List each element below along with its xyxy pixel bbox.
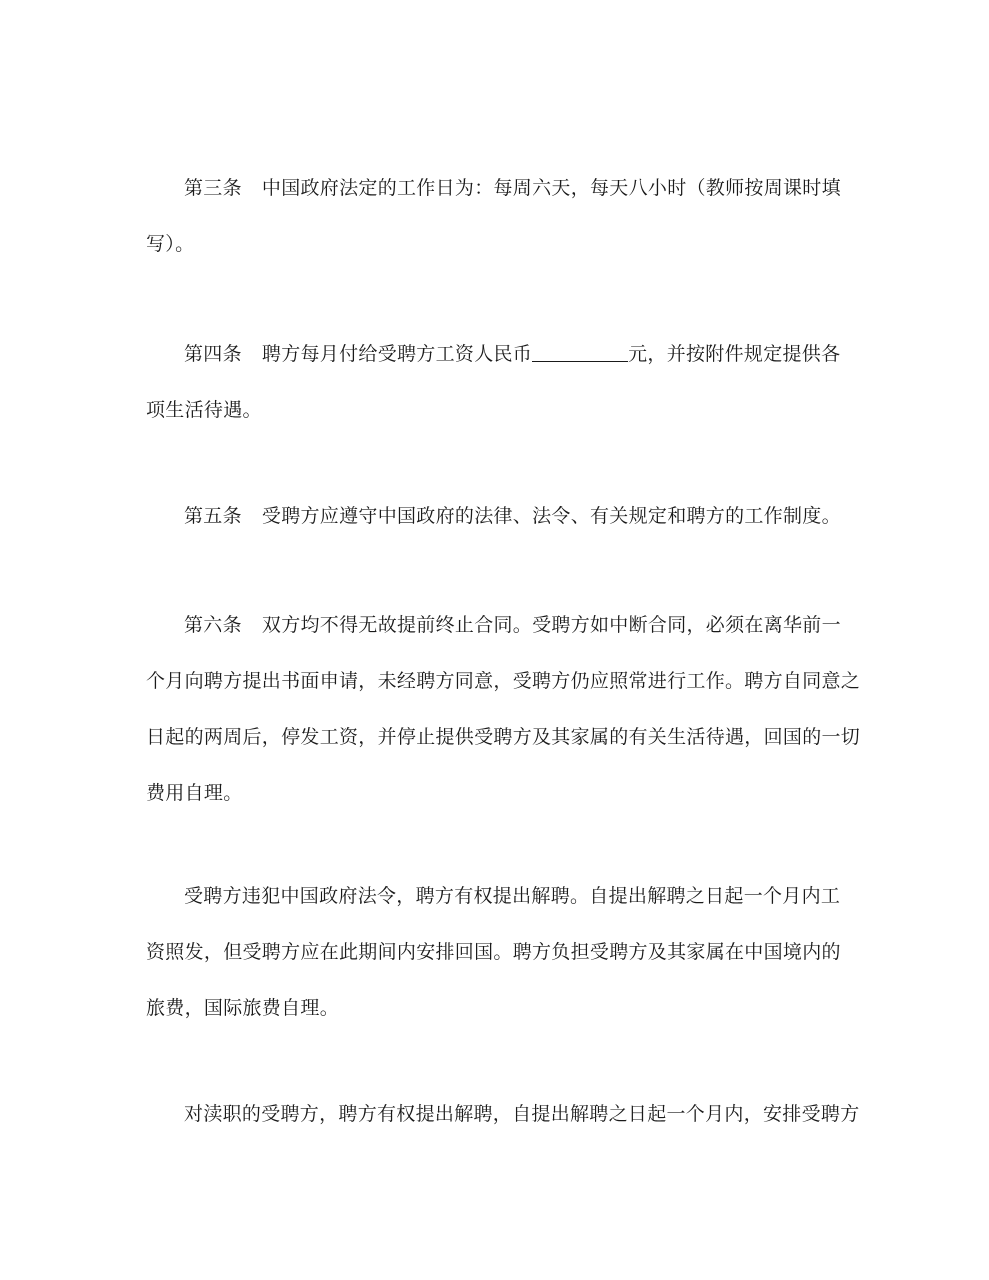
article-6-label: 第六条 bbox=[184, 614, 242, 636]
article-6-line-2: 个月向聘方提出书面申请，未经聘方同意，受聘方仍应照常进行工作。聘方自同意之 bbox=[146, 670, 861, 692]
article-5-text-1: 受聘方应遵守中国政府的法律、法令、有关规定和聘方的工作制度。 bbox=[261, 505, 841, 527]
article-4-line-2: 项生活待遇。 bbox=[146, 399, 262, 421]
article-3-label: 第三条 bbox=[184, 177, 242, 199]
article-5-line-1 bbox=[146, 488, 846, 544]
article-6-line-4: 费用自理。 bbox=[146, 782, 243, 804]
article-4 bbox=[146, 326, 846, 438]
paragraph-dismissal-law-line-3: 旅费，国际旅费自理。 bbox=[146, 997, 340, 1019]
article-5 bbox=[146, 488, 846, 544]
article-5-label: 第五条 bbox=[184, 505, 242, 527]
article-3-line-1 bbox=[146, 160, 846, 216]
paragraph-dereliction bbox=[146, 1086, 860, 1142]
article-4-text-post: 元，并按附件规定提供各 bbox=[628, 343, 841, 365]
paragraph-dereliction-line-1: 对渎职的受聘方，聘方有权提出解聘，自提出解聘之日起一个月内，安排受聘方 bbox=[184, 1103, 860, 1125]
article-3 bbox=[146, 160, 846, 272]
salary-blank bbox=[532, 341, 628, 362]
paragraph-dismissal-law-line-1: 受聘方违犯中国政府法令，聘方有权提出解聘。自提出解聘之日起一个月内工 bbox=[184, 885, 841, 907]
article-6-text-1: 双方均不得无故提前终止合同。受聘方如中断合同，必须在离华前一 bbox=[261, 614, 841, 636]
paragraph-dismissal-law-line-2: 资照发，但受聘方应在此期间内安排回国。聘方负担受聘方及其家属在中国境内的 bbox=[146, 941, 841, 963]
article-6-line-3: 日起的两周后，停发工资，并停止提供受聘方及其家属的有关生活待遇，回国的一切 bbox=[146, 726, 861, 748]
paragraph-dismissal-law bbox=[146, 868, 846, 1036]
article-6-line-1 bbox=[146, 597, 846, 653]
article-3-line-2: 写）。 bbox=[146, 233, 195, 255]
article-4-text-pre: 聘方每月付给受聘方工资人民币 bbox=[261, 343, 533, 365]
article-3-text-1: 中国政府法定的工作日为：每周六天，每天八小时（教师按周课时填 bbox=[261, 177, 841, 199]
article-4-line-1 bbox=[146, 326, 846, 382]
article-6 bbox=[146, 597, 861, 821]
article-4-label: 第四条 bbox=[184, 343, 242, 365]
